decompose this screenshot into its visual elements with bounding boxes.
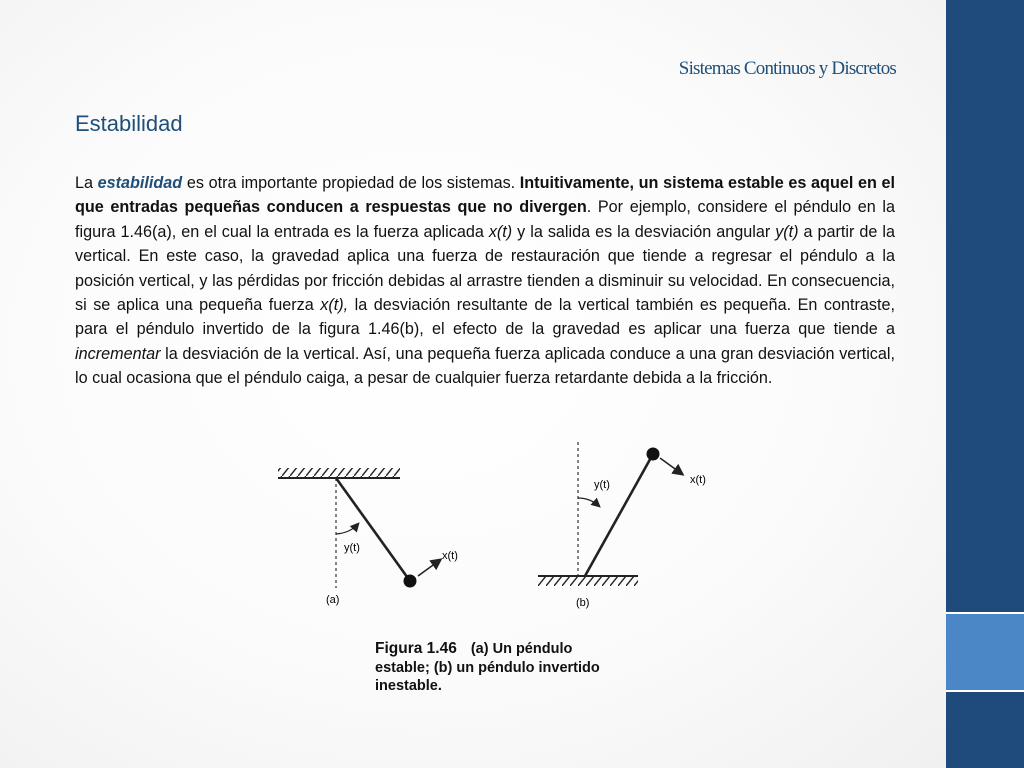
figure-caption — [375, 640, 605, 696]
text-run: la desviación resultante de la vertical también es pequeña. En contraste, para el péndulo invertido de la figura 1.46(b), el efecto de la gravedad es aplicar una fuerza que tiende a — [75, 296, 895, 339]
pendulum-rod — [336, 478, 410, 581]
side-band-middle — [946, 614, 1024, 690]
label-b: (b) — [576, 597, 590, 609]
section-heading: Estabilidad — [75, 111, 183, 136]
math-yt: y(t) — [775, 222, 799, 241]
text-run: es otra importante propiedad de los sistemas. — [182, 174, 520, 192]
text-run: a partir de la vertical. En este caso, la gravedad aplica una fuerza de restauración que tiende a regresar el péndulo a la posición vertical, y las pérdidas por fricción debidas al arrastre tienden a disminuir su velocidad. En consecuencia, si se aplica una pequeña fuerza — [75, 222, 895, 315]
text-run: . Por ejemplo, considere el péndulo en la figura 1.46(a), en el cual la entrada es la fuerza aplicada — [75, 198, 895, 241]
text-run: la desviación de la vertical. Así, una pequeña fuerza aplicada conduce a una gran desviación vertical, lo cual ocasiona que el péndulo caiga, a pesar de cualquier fuerza retardante debida a la fricción. — [75, 344, 895, 388]
angle-arc — [578, 498, 599, 506]
slide-header-title: Sistemas Continuos y Discretos — [678, 58, 896, 79]
force-arrow — [418, 560, 440, 576]
label-yt-a: y(t) — [344, 542, 360, 554]
emphasis-incrementar: incrementar — [75, 344, 161, 363]
label-yt-b: y(t) — [594, 479, 610, 491]
floor-hatch — [538, 576, 638, 586]
side-band-bottom — [946, 692, 1024, 768]
pendulum-bob — [404, 575, 417, 588]
pendulum-bob — [647, 448, 660, 461]
angle-arc — [336, 524, 358, 534]
label-xt-b: x(t) — [690, 474, 706, 486]
body-paragraph — [75, 171, 895, 391]
inverted-pendulum — [538, 442, 706, 609]
caption-label: Figura 1.46 — [375, 640, 457, 657]
caption-text: (a) Un péndulo estable; (b) un péndulo invertido inestable. — [375, 641, 600, 694]
label-a: (a) — [326, 594, 340, 606]
math-xt: x(t), — [320, 296, 349, 315]
definition-bold: Intuitivamente, un sistema estable es aquel en el que entradas pequeñas conducen a respuestas que no divergen — [75, 174, 895, 217]
ceiling-hatch — [278, 468, 400, 478]
pendulum-rod — [585, 454, 653, 576]
stable-pendulum — [278, 468, 458, 606]
side-band-top — [946, 0, 1024, 612]
text-run: La — [75, 174, 98, 192]
force-arrow — [660, 458, 682, 474]
text-run: y la salida es la desviación angular — [512, 222, 776, 241]
math-xt: x(t) — [488, 222, 513, 241]
label-xt-a: x(t) — [442, 550, 458, 562]
term-estabilidad: estabilidad — [97, 174, 183, 192]
pendulum-figure — [258, 436, 728, 616]
